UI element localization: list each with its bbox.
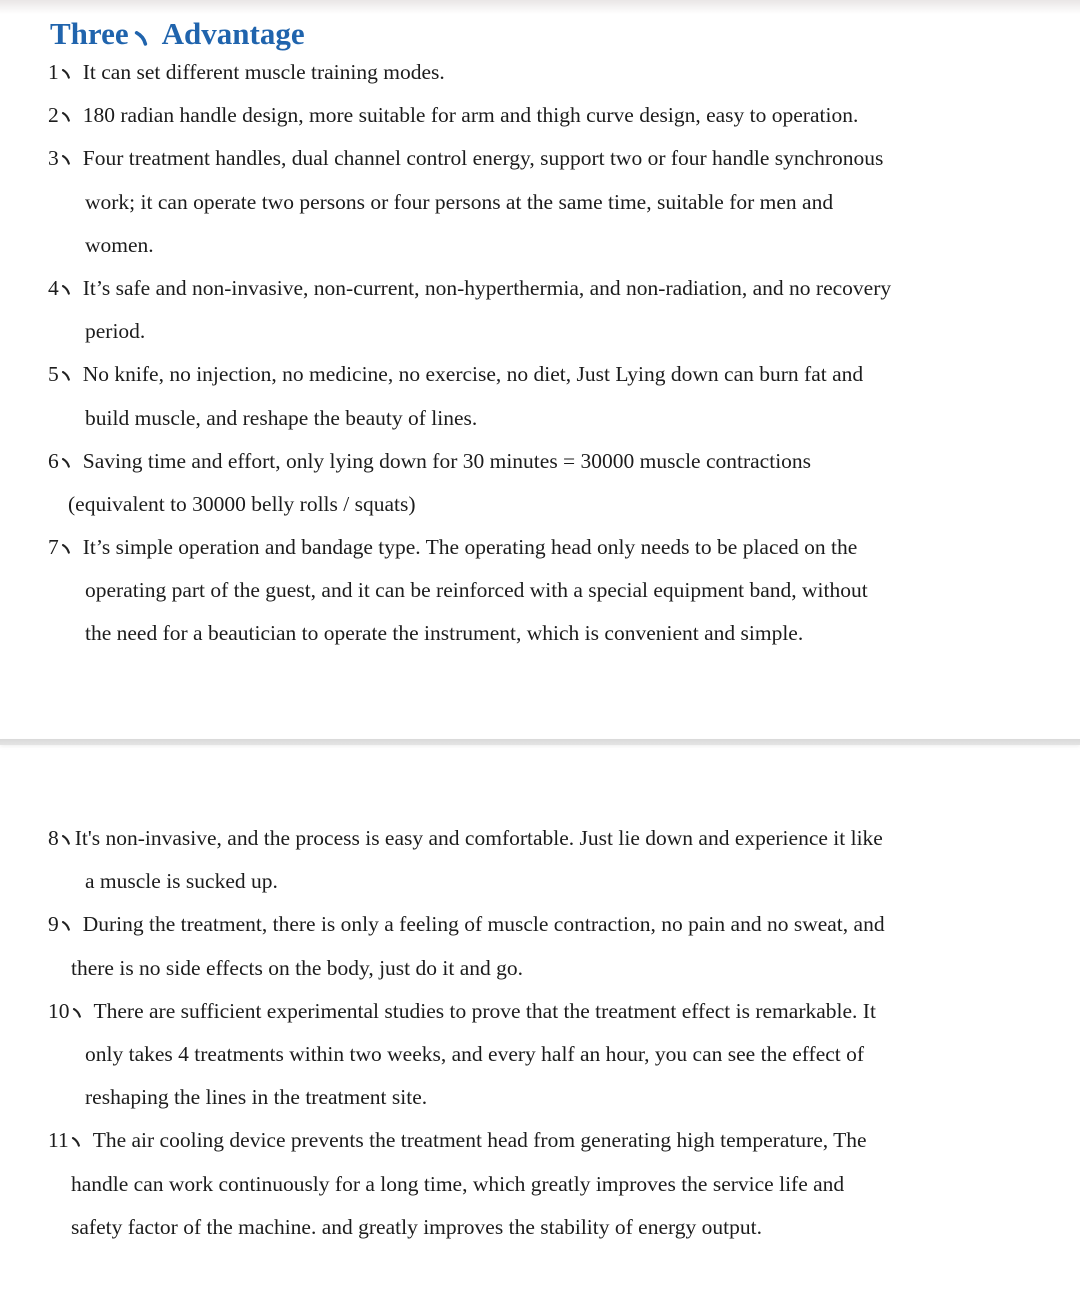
list-item-9 [0,903,1080,946]
list-item-line: It's non-invasive, and the process is easy and comfortable. Just lie down and experience it like [74,826,883,850]
list-item-1 [0,51,1080,94]
list-item-line: the need for a beautician to operate the instrument, which is convenient and simple. [85,621,804,646]
list-item-number: 10 [48,998,70,1023]
list-item-number: 1 [48,60,59,84]
document-page-1 [0,51,1080,656]
list-item-line: operating part of the guest, and it can be reinforced with a special equipment band, without [85,578,868,603]
list-item-line: It’s simple operation and bandage type. The operating head only needs to be placed on the [82,535,858,560]
top-edge-gradient [0,0,1080,14]
list-item-line: women. [85,232,154,257]
list-item-line: It’s safe and non-invasive, non-current, non-hyperthermia, and non-radiation, and no recovery [82,275,892,300]
list-item-11 [0,1119,1080,1162]
ideographic-comma-icon [61,284,71,296]
ideographic-comma-icon [61,457,71,469]
list-item-line: There are sufficient experimental studies to prove that the treatment effect is remarkable. It [93,998,876,1023]
list-item-10 [0,990,1080,1033]
ideographic-comma-icon [61,111,71,123]
list-item-8 [0,817,1080,860]
list-item-line: a muscle is sucked up. [85,869,278,894]
list-item-line: safety factor of the machine. and greatly improves the stability of energy output. [71,1214,762,1239]
list-item-line: only takes 4 treatments within two weeks, and every half an hour, you can see the effect of [85,1041,865,1066]
list-item-number: 8 [48,826,59,850]
list-item-line: reshaping the lines in the treatment site. [85,1085,428,1110]
list-item-number: 7 [48,535,59,560]
ideographic-comma-icon [72,1007,82,1019]
ideographic-comma-icon [61,370,71,382]
list-item-line: The air cooling device prevents the treatment head from generating high temperature, The [92,1128,867,1153]
list-item-number: 11 [48,1128,69,1153]
section-heading-title: Advantage [161,16,305,51]
ideographic-comma-icon [61,920,71,932]
ideographic-comma-icon [61,543,71,555]
page-divider [0,739,1080,745]
list-item-6 [0,440,1080,483]
list-item-number: 2 [48,103,59,128]
list-item-line: During the treatment, there is only a feeling of muscle contraction, no pain and no sweat, and [82,912,885,937]
list-item-line: No knife, no injection, no medicine, no exercise, no diet, Just Lying down can burn fat and [82,362,864,387]
list-item-line: It can set different muscle training modes. [82,60,445,84]
list-item-number: 9 [48,912,59,937]
list-item-2 [0,94,1080,137]
section-heading-prefix: Three [50,16,129,51]
list-item-line: build muscle, and reshape the beauty of lines. [85,405,478,430]
list-item-7 [0,526,1080,569]
list-item-line: Four treatment handles, dual channel control energy, support two or four handle synchronous [82,146,884,171]
list-item-3 [0,137,1080,180]
list-item-line: period. [85,319,146,344]
list-item-line: work; it can operate two persons or four persons at the same time, suitable for men and [85,189,834,214]
list-item-line: there is no side effects on the body, just do it and go. [71,955,524,980]
list-item-number: 5 [48,362,59,387]
list-item-number: 3 [48,146,59,171]
ideographic-comma-icon [61,834,71,846]
list-item-number: 6 [48,448,59,473]
ideographic-comma-icon [61,68,71,80]
list-item-line: Saving time and effort, only lying down for 30 minutes = 30000 muscle contractions [82,448,812,473]
ideographic-comma-icon [134,31,148,46]
ideographic-comma-icon [71,1136,81,1148]
list-item-4 [0,267,1080,310]
list-item-number: 4 [48,275,59,300]
list-item-line: (equivalent to 30000 belly rolls / squats) [68,491,416,516]
list-item-line: 180 radian handle design, more suitable for arm and thigh curve design, easy to operation. [82,103,859,128]
ideographic-comma-icon [61,154,71,166]
section-heading [50,14,305,54]
list-item-5 [0,353,1080,396]
list-item-line: handle can work continuously for a long time, which greatly improves the service life and [71,1171,845,1196]
document-page-2 [0,817,1080,1249]
